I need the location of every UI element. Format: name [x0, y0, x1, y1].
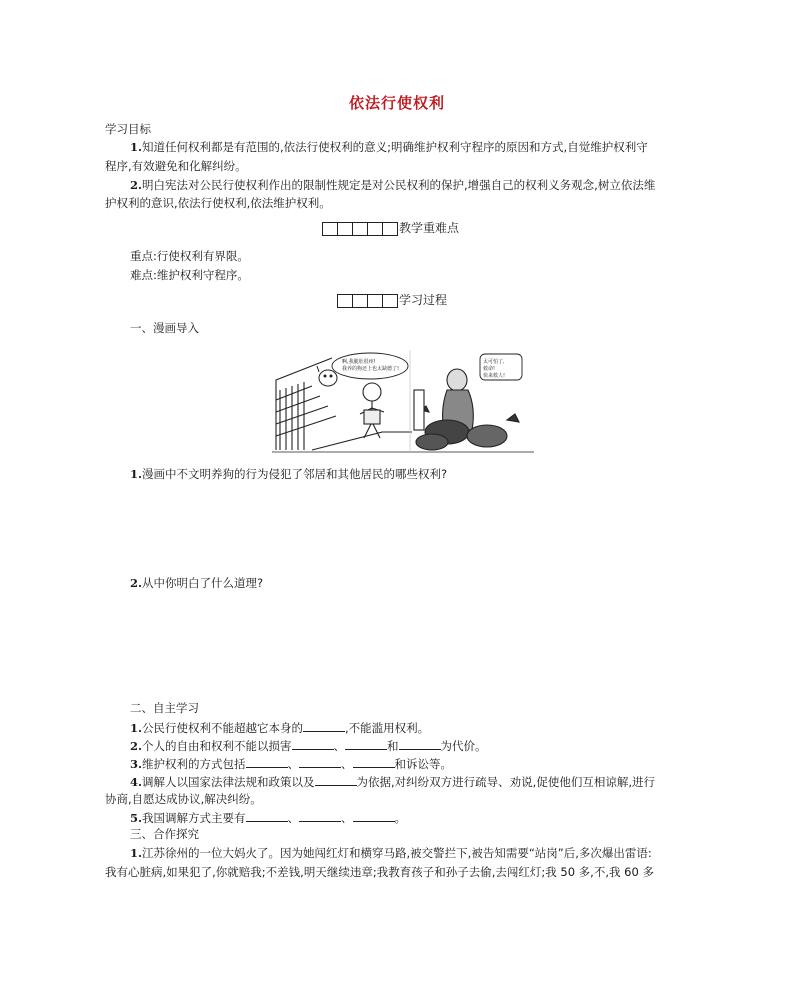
fill-blank[interactable] [315, 773, 357, 786]
section-1-question-1 [130, 466, 447, 482]
question-text: 为依据,对纠纷双方进行疏导、劝说,促使他们互相谅解,进行 [356, 775, 655, 789]
fill-blank[interactable] [399, 737, 441, 750]
decorative-boxes [322, 222, 397, 236]
section-2-question-5 [130, 809, 406, 826]
key-points-heading: 教学重难点 [399, 221, 460, 235]
svg-text:救命!: 救命! [483, 366, 496, 372]
question-text: 个人的自由和权利不能以损害 [142, 739, 292, 753]
question-text: 从中你明白了什么道理? [142, 576, 264, 590]
question-number: 4. [130, 775, 143, 789]
question-text: 。 [394, 811, 407, 825]
separator-text: 和 [387, 739, 399, 753]
section-1-heading: 一、漫画导入 [130, 321, 199, 335]
section-2-question-1 [130, 719, 429, 736]
goal-item-1-line-2: 程序,有效避免和化解纠纷。 [105, 159, 247, 173]
question-number: 5. [130, 811, 143, 825]
page-title: 依法行使权利 [348, 94, 445, 112]
goal-item-1-number: 1. [130, 140, 143, 154]
goal-item-1-text: 知道任何权利都是有范围的,依法行使权利的意义;明确维护权利守程序的原因和方式,自觉维护权利守 [142, 140, 648, 154]
fill-blank[interactable] [299, 755, 341, 768]
question-text: 维护权利的方式包括 [142, 757, 246, 771]
separator-text: 、 [287, 757, 300, 771]
section-3-heading: 三、合作探究 [130, 827, 199, 841]
key-points-header [322, 219, 459, 236]
section-2-question-4-line-2: 协商,自愿达成协议,解决纠纷。 [105, 792, 262, 806]
svg-text:我养的狗还上也太缺德了!: 我养的狗还上也太缺德了! [342, 366, 400, 372]
question-text: ,不能滥用权利。 [345, 721, 430, 735]
section-2-question-3 [130, 755, 452, 772]
question-number: 2. [130, 739, 143, 753]
process-heading: 学习过程 [399, 293, 448, 307]
separator-text: 、 [287, 811, 300, 825]
fill-blank[interactable] [246, 755, 288, 768]
decorative-boxes [337, 294, 397, 308]
question-number: 1. [130, 721, 143, 735]
fill-blank[interactable] [292, 737, 334, 750]
process-header [337, 291, 447, 308]
svg-text:啊,我腿肚很疼!: 啊,我腿肚很疼! [342, 359, 376, 365]
question-number: 3. [130, 757, 143, 771]
question-number: 1. [130, 846, 143, 860]
fill-blank[interactable] [303, 719, 345, 732]
difficulty-point: 难点:维护权利守程序。 [130, 268, 249, 282]
goal-item-2-number: 2. [130, 178, 143, 192]
question-number: 2. [130, 576, 143, 590]
separator-text: 、 [333, 739, 346, 753]
cartoon-illustration [272, 350, 534, 455]
goal-item-2-text: 明白宪法对公民行使权利作出的限制性规定是对公民权利的保护,增强自己的权利义务观念,树立依法维 [142, 178, 656, 192]
goal-item-1-line-1 [130, 139, 648, 155]
section-3-question-1-line-1 [130, 845, 652, 861]
section-2-question-2 [130, 737, 487, 754]
fill-blank[interactable] [299, 809, 341, 822]
section-2-question-4-line-1 [130, 773, 655, 790]
question-text: 江苏徐州的一位大妈火了。因为她闯红灯和横穿马路,被交警拦下,被告知需要“站岗”后,多次爆出雷语: [142, 846, 652, 860]
question-text: 调解人以国家法律法规和政策以及 [142, 775, 315, 789]
question-text: 公民行使权利不能超越它本身的 [142, 721, 304, 735]
fill-blank[interactable] [345, 737, 387, 750]
fill-blank[interactable] [353, 809, 395, 822]
separator-text: 、 [341, 811, 353, 825]
svg-text:快来救人!: 快来救人! [483, 373, 506, 379]
goals-heading: 学习目标 [105, 122, 151, 136]
goal-item-2-line-1 [130, 177, 655, 193]
section-2-heading: 二、自主学习 [130, 701, 199, 715]
svg-text:太可怕了,: 太可怕了, [483, 359, 505, 365]
section-3-question-1-line-2: 我有心脏病,如果犯了,你就赔我;不差钱,明天继续违章;我教育孩子和孙子去偷,去闯红灯;我 50 多,不,我 60 多 [105, 865, 654, 879]
section-1-question-2 [130, 575, 263, 591]
question-text: 和诉讼等。 [394, 757, 453, 771]
fill-blank[interactable] [246, 809, 288, 822]
question-text: 漫画中不文明养狗的行为侵犯了邻居和其他居民的哪些权利? [142, 467, 448, 481]
focus-point: 重点:行使权利有界限。 [130, 249, 249, 263]
fill-blank[interactable] [353, 755, 395, 768]
question-text: 为代价。 [440, 739, 487, 753]
question-text: 我国调解方式主要有 [142, 811, 246, 825]
separator-text: 、 [341, 757, 353, 771]
speech-bubble-right [480, 354, 522, 380]
speech-bubble-left [332, 353, 408, 379]
question-number: 1. [130, 467, 143, 481]
goal-item-2-line-2: 护权利的意识,依法行使权利,依法维护权利。 [105, 196, 331, 210]
